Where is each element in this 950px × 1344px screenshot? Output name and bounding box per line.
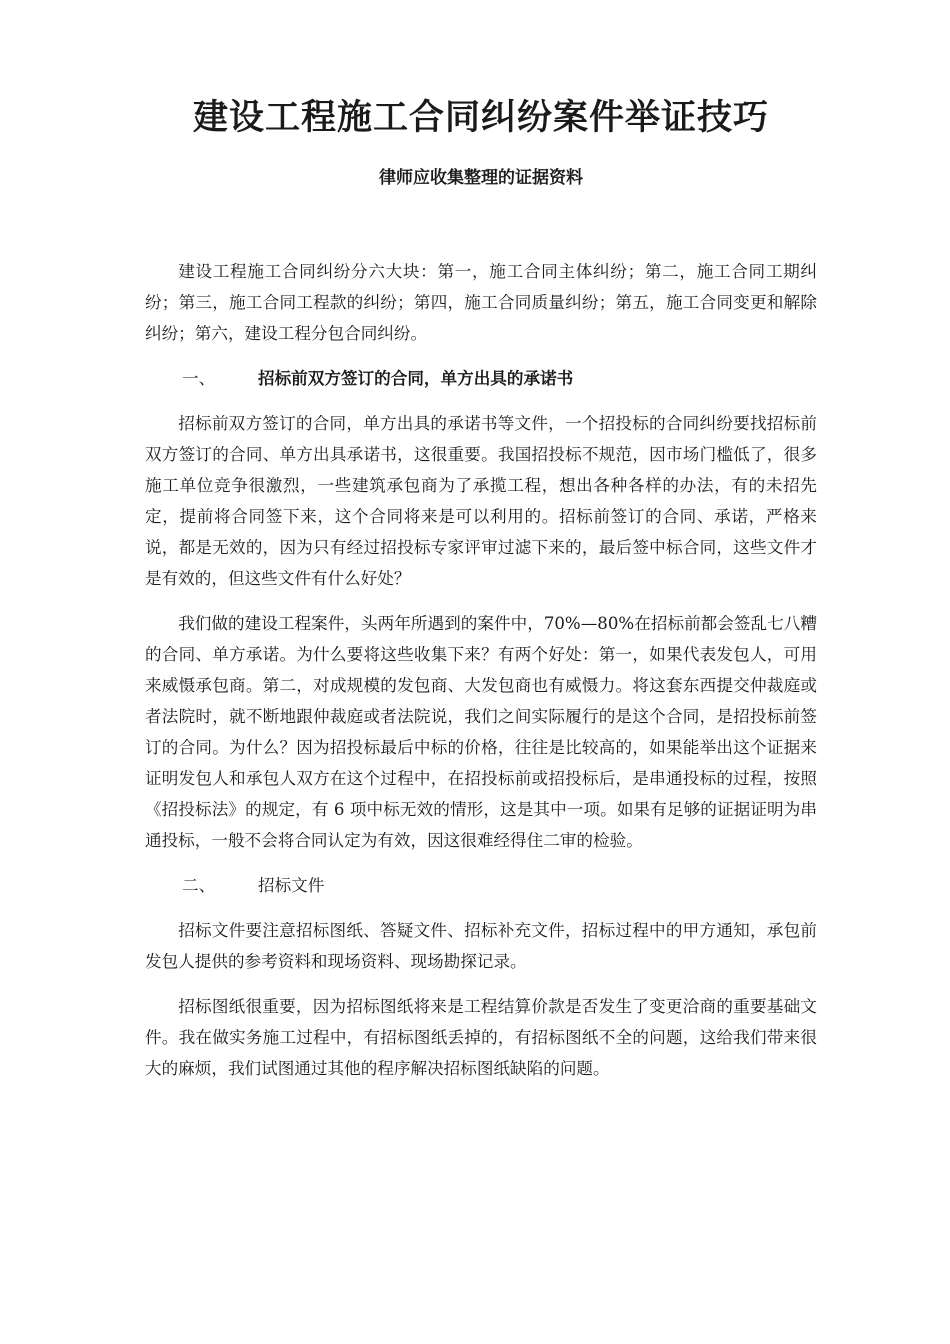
document-page: [145, 92, 817, 1084]
section-1-paragraph-1: 招标前双方签订的合同，单方出具的承诺书等文件，一个招投标的合同纠纷要找招标前双方签订的合同、单方出具承诺书，这很重要。我国招投标不规范，因市场门槛低了，很多施工单位竞争很激烈，一些建筑承包商为了承揽工程，想出各种各样的办法，有的未招先定，提前将合同签下来，这个合同将来是可以利用的。招标前签订的合同、承诺，严格来说，都是无效的，因为只有经过招投标专家评审过滤下来的，最后签中标合同，这些文件才是有效的，但这些文件有什么好处？: [145, 414, 817, 588]
section-title-2: 招标文件: [258, 876, 325, 895]
section-title-1: 招标前双方签订的合同，单方出具的承诺书: [258, 369, 574, 388]
section-2-paragraph-1: 招标文件要注意招标图纸、答疑文件、招标补充文件，招标过程中的甲方通知，承包前发包人提供的参考资料和现场资料、现场勘探记录。: [145, 921, 817, 971]
section-2-paragraph-2: 招标图纸很重要，因为招标图纸将来是工程结算价款是否发生了变更洽商的重要基础文件。我在做实务施工过程中，有招标图纸丢掉的，有招标图纸不全的问题，这给我们带来很大的麻烦，我们试图通过其他的程序解决招标图纸缺陷的问题。: [145, 997, 817, 1078]
section-heading-2: [145, 870, 817, 901]
section-1-paragraph-2: 我们做的建设工程案件，头两年所遇到的案件中，70%—80%在招标前都会签乱七八糟的合同、单方承诺。为什么要将这些收集下来？有两个好处：第一，如果代表发包人，可用来威慑承包商。第二，对成规模的发包商、大发包商也有威慑力。将这套东西提交仲裁庭或者法院时，就不断地跟仲裁庭或者法院说，我们之间实际履行的是这个合同，是招投标前签订的合同。为什么？因为招投标最后中标的价格，往往是比较高的，如果能举出这个证据来证明发包人和承包人双方在这个过程中，在招投标前或招投标后，是串通投标的过程，按照《招投标法》的规定，有 6 项中标无效的情形，这是其中一项。如果有足够的证据证明为串通投标，一般不会将合同认定为有效，因这很难经得住二审的检验。: [145, 614, 817, 850]
section-number-1: 一、: [182, 369, 216, 388]
section-number-2: 二、: [182, 876, 216, 895]
intro-paragraph: 建设工程施工合同纠纷分六大块：第一，施工合同主体纠纷；第二，施工合同工期纠纷；第三，施工合同工程款的纠纷；第四，施工合同质量纠纷；第五，施工合同变更和解除纠纷；第六，建设工程分包合同纠纷。: [145, 262, 817, 343]
section-heading-1: [145, 363, 817, 394]
document-title: 建设工程施工合同纠纷案件举证技巧: [192, 97, 769, 138]
document-subtitle: 律师应收集整理的证据资料: [379, 168, 583, 188]
